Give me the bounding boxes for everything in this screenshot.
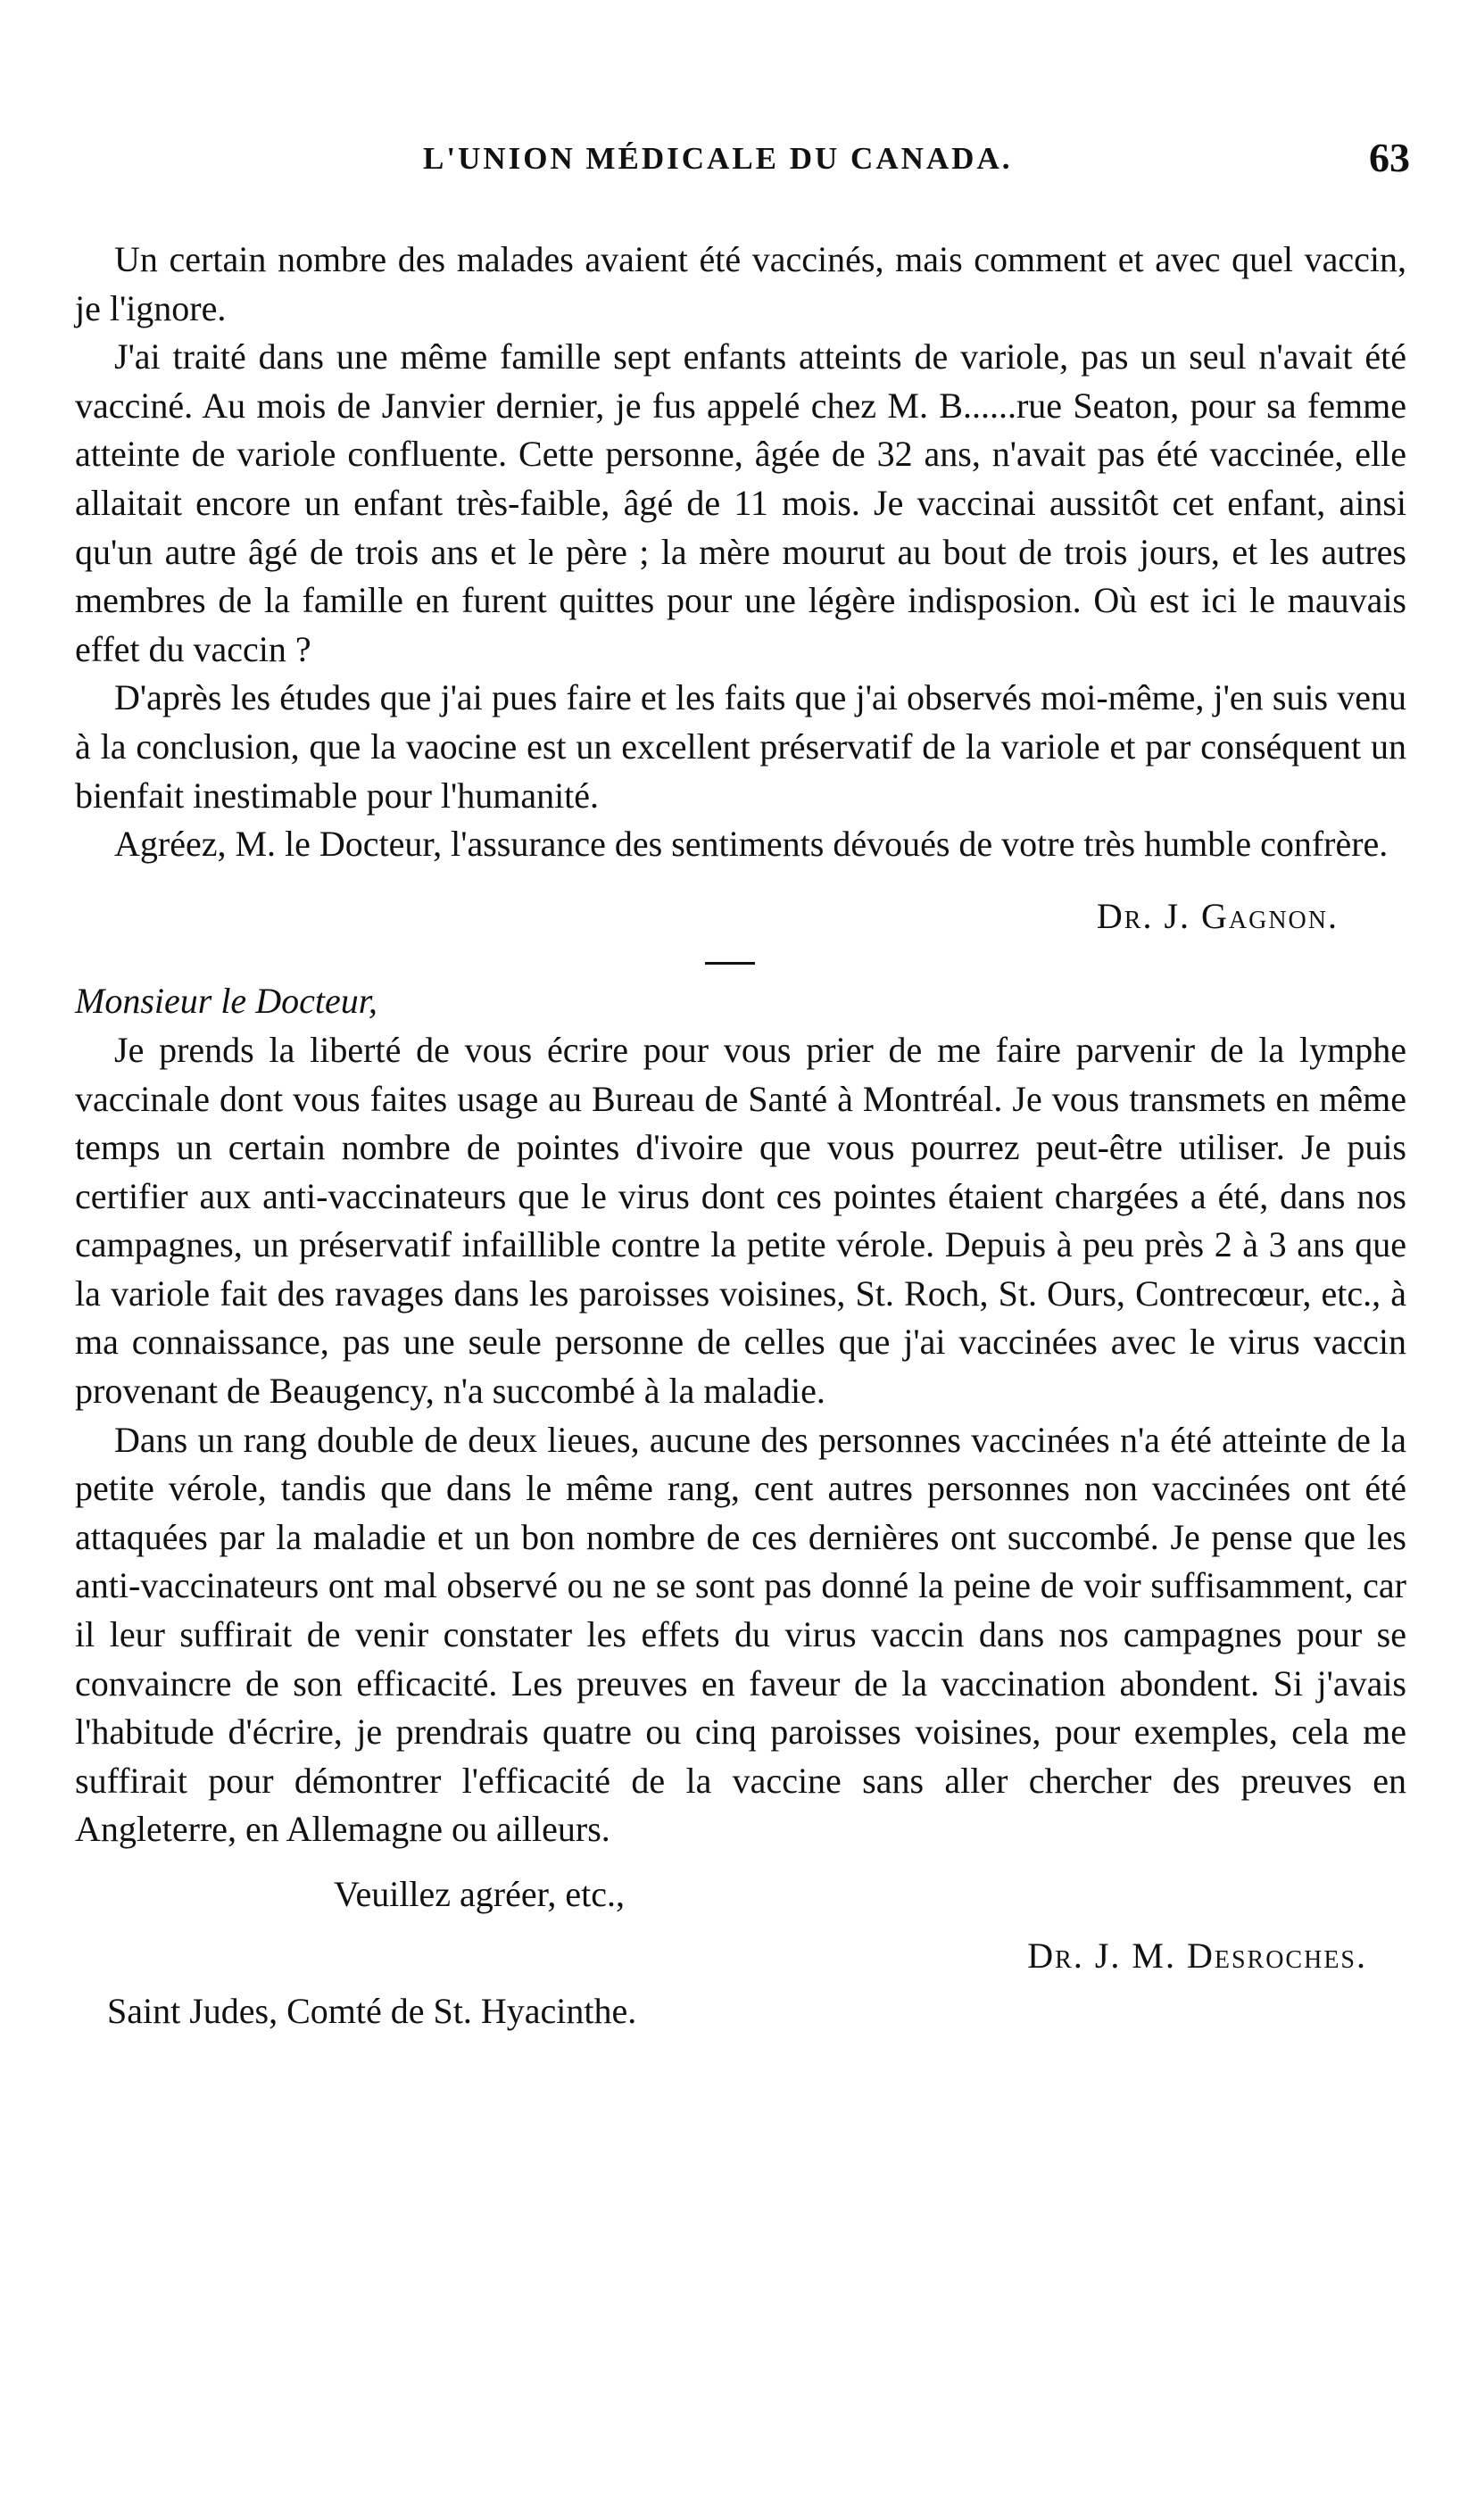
document-page xyxy=(75,134,1410,2036)
letter-gagnon xyxy=(75,236,1406,941)
paragraph: Je prends la liberté de vous écrire pour vous prier de me faire parvenir de la lymphe vaccinale dont vous faites usage au Bureau de Santé à Montréal. Je vous transmets en même temps un certain nombre de pointes d'ivoire que vous pourrez peut-être utiliser. Je puis certifier aux anti-vaccinateurs que le virus dont ces pointes étaient chargées a été, dans nos campagnes, un préservatif infaillible contre la petite vérole. Depuis à peu près 2 à 3 ans que la variole fait des ravages dans les paroisses voisines, St. Roch, St. Ours, Contrecœur, etc., à ma connaissance, pas une seule personne de celles que j'ai vaccinées avec le virus vaccin provenant de Beaugency, n'a succombé à la maladie. xyxy=(75,1029,1406,1412)
signature-gagnon: Dr. J. Gagnon. xyxy=(1096,895,1339,936)
running-header xyxy=(75,134,1410,187)
closing-formula: Veuillez agréer, etc., xyxy=(334,1874,625,1914)
paragraph: Dans un rang double de deux lieues, aucune des personnes vaccinées n'a été atteinte de la petite vérole, tandis que dans le même rang, cent autres personnes non vaccinées ont été attaquées par la maladie et un bon nombre de ces dernières ont succombé. Je pense que les anti-vaccinateurs ont mal observé ou ne se sont pas donné la peine de voir suffisamment, car il leur suffirait de venir constater les effets du virus vaccin dans nos campagnes pour se convaincre de son efficacité. Les preuves en faveur de la vaccination abondent. Si j'avais l'habitude d'écrire, je prendrais quatre ou cinq paroisses voisines, pour exemples, cela me suffirait pour démontrer l'efficacité de la vaccine sans aller chercher des preuves en Angleterre, en Allemagne ou ailleurs. xyxy=(75,1419,1406,1850)
page-number: 63 xyxy=(1369,135,1410,180)
paragraph: J'ai traité dans une même famille sept enfants atteints de variole, pas un seul n'avait été vacciné. Au mois de Janvier dernier, je fus appelé chez M. B......rue Seaton, pour sa femme atteinte de variole confluente. Cette personne, âgée de 32 ans, n'avait pas été vaccinée, elle allaitait encore un enfant très-faible, âgé de 11 mois. Je vaccinai aussitôt cet enfant, ainsi qu'un autre âgé de trois ans et le père ; la mère mourut au bout de trois jours, et les autres membres de la famille en furent quittes pour une légère indisposion. Où est ici le mauvais effet du vaccin ? xyxy=(75,336,1406,669)
paragraph: Un certain nombre des malades avaient été vaccinés, mais comment et avec quel vaccin, je l'ignore. xyxy=(75,239,1406,328)
section-divider xyxy=(705,962,755,965)
paragraph: D'après les études que j'ai pues faire et les faits que j'ai observés moi-même, j'en suis venu à la conclusion, que la vaocine est un excellent préservatif de la variole et par conséquent un bienfait inestimable pour l'humanité. xyxy=(75,677,1406,816)
paragraph: Agréez, M. le Docteur, l'assurance des sentiments dévoués de votre très humble confrère. xyxy=(114,824,1389,865)
signature-desroches: Dr. J. M. Desroches. xyxy=(1027,1935,1367,1976)
salutation: Monsieur le Docteur, xyxy=(75,981,377,1022)
journal-title: L'UNION MÉDICALE DU CANADA. xyxy=(423,141,1013,176)
place-line: Saint Judes, Comté de St. Hyacinthe. xyxy=(107,1991,637,2032)
letter-desroches xyxy=(75,977,1406,2035)
